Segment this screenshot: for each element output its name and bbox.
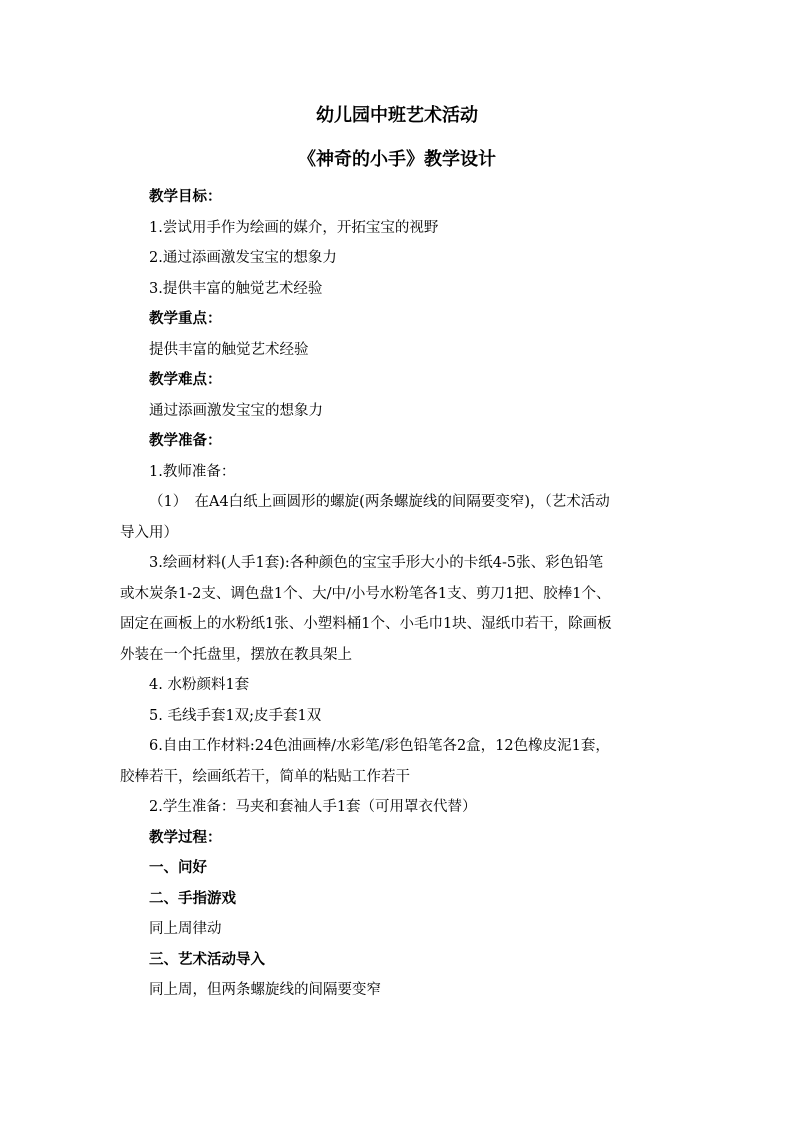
prep-item-5: 5. 毛线手套1双;皮手套1双: [149, 707, 322, 724]
step-heading: 二、手指游戏: [149, 889, 236, 907]
prep-item-1-line: 导入用）: [120, 524, 178, 541]
process-heading: 教学过程：: [149, 828, 222, 846]
prep-item-3-line: 固定在画板上的水粉纸1张、小塑料桶1个、小毛巾1块、湿纸巾若干，除画板: [120, 616, 612, 632]
step-text: 同上周律动: [149, 921, 222, 937]
goals-heading: 教学目标：: [149, 188, 222, 205]
document-subtitle: 《神奇的小手》教学设计: [298, 149, 496, 170]
goal-item: 1.尝试用手作为绘画的媒介，开拓宝宝的视野: [149, 219, 439, 236]
prep-item-4: 4. 水粉颜料1套: [149, 677, 250, 693]
prep-item-3-line: 外装在一个托盘里，摆放在教具架上: [120, 646, 352, 663]
prep-item-6-line: 胶棒若干，绘画纸若干，简单的粘贴工作若干: [120, 768, 410, 785]
difficulty-heading: 教学难点：: [149, 371, 222, 388]
key-points-text: 提供丰富的触觉艺术经验: [149, 341, 309, 358]
goal-item: 3.提供丰富的触觉艺术经验: [149, 280, 323, 297]
student-prep: 2.学生准备：马夹和套袖人手1套（可用罩衣代替）: [149, 799, 477, 815]
step-heading: 三、艺术活动导入: [149, 950, 265, 968]
document-title: 幼儿园中班艺术活动: [316, 105, 478, 126]
difficulty-text: 通过添画激发宝宝的想象力: [149, 402, 323, 419]
prep-item-1-line: （1） 在A4白纸上画圆形的螺旋(两条螺旋线的间隔要变窄)，（艺术活动: [149, 494, 610, 510]
prep-item-6-line: 6.自由工作材料:24色油画棒/水彩笔/彩色铅笔各2盒，12色橡皮泥1套，: [149, 738, 610, 754]
key-points-heading: 教学重点：: [149, 310, 222, 327]
preparation-heading: 教学准备：: [149, 432, 222, 449]
document-body: [120, 182, 680, 1006]
step-heading: 一、问好: [149, 859, 207, 876]
prep-item-3-line: 或木炭条1-2支、调色盘1个、大/中/小号水粉笔各1支、剪刀1把、胶棒1个、: [120, 585, 611, 602]
goal-item: 2.通过添画激发宝宝的想象力: [149, 250, 337, 266]
step-text: 同上周，但两条螺旋线的间隔要变窄: [149, 982, 381, 998]
prep-item-3-line: 3.绘画材料(人手1套):各种颜色的宝宝手形大小的卡纸4-5张、彩色铅笔: [149, 555, 604, 571]
teacher-prep-heading: 1.教师准备：: [149, 463, 236, 480]
